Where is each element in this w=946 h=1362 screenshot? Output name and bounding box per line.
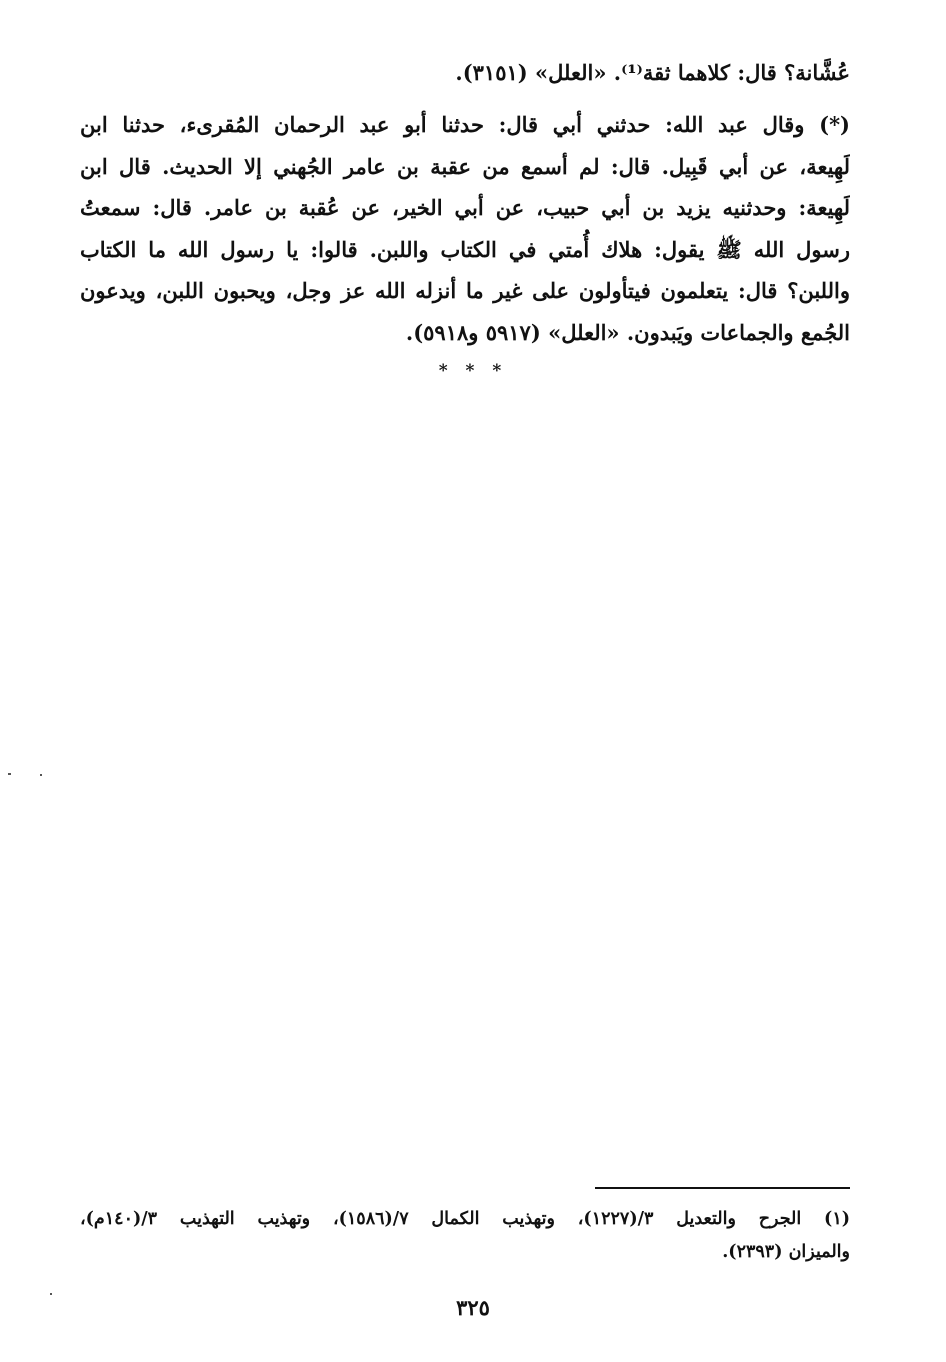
footnote-line: والميزان (٢٣٩٣). bbox=[722, 1242, 850, 1262]
footnote bbox=[80, 1203, 850, 1269]
paragraph-line: لَهِيعة: وحدثنيه يزيد بن أبي حبيب، عن أبي الخير، عن عُقبة بن عامر. قال: سمعتُ bbox=[80, 195, 850, 220]
page-number: ٣٢٥ bbox=[456, 1295, 490, 1320]
paragraph-line: الجُمع والجماعات ويَبدون. «العلل» (٥٩١٧ و٥٩١٨). bbox=[405, 319, 850, 345]
continuation-line bbox=[80, 52, 850, 94]
section-divider: * * * bbox=[438, 361, 508, 381]
continuation-text: عُشَّانة؟ قال: كلاهما ثقة⁽¹⁾. «العلل» (٣١٥١). bbox=[455, 60, 850, 85]
scan-speck bbox=[40, 774, 42, 776]
scan-speck bbox=[50, 1293, 52, 1295]
hadith-paragraph bbox=[80, 104, 850, 353]
paragraph-line: رسول الله ﷺ يقول: هلاك أُمتي في الكتاب واللبن. قالوا: يا رسول الله ما الكتاب bbox=[80, 236, 850, 262]
paragraph-line: واللبن؟ قال: يتعلمون فيتأولون على غير ما أنزله الله عز وجل، ويحبون اللبن، ويدعون bbox=[80, 278, 850, 303]
paragraph-line: لَهِيعة، عن أبي قَبِيل. قال: لم أسمع من عقبة بن عامر الجُهني إلا الحديث. قال ابن bbox=[80, 153, 850, 179]
footnote-line: (١) الجرح والتعديل ٣/(١٢٢٧)، وتهذيب الكمال ٧/(١٥٨٦)، وتهذيب التهذيب ٣/(١٤٠م)، bbox=[80, 1209, 850, 1229]
scan-speck bbox=[8, 773, 11, 775]
footnote-separator bbox=[595, 1187, 850, 1189]
paragraph-line: (*) وقال عبد الله: حدثني أبي قال: حدثنا أبو عبد الرحمان المُقرىء، حدثنا ابن bbox=[80, 112, 850, 137]
